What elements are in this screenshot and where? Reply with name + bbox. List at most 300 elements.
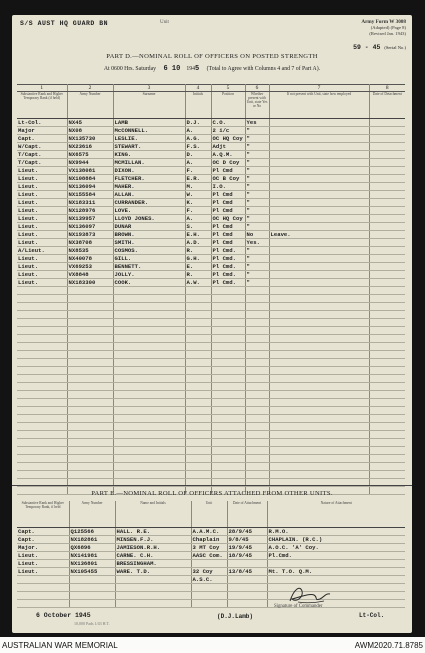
blank-cell — [369, 375, 405, 383]
blank-cell — [113, 399, 185, 407]
table-cell: Pl Cmd. — [211, 247, 245, 255]
table-cell — [369, 175, 405, 183]
blank-cell — [113, 423, 185, 431]
table-cell: OC B Coy — [211, 175, 245, 183]
table-cell: Lieut. — [17, 199, 67, 207]
blank-cell — [185, 455, 211, 463]
blank-cell — [185, 287, 211, 295]
table-cell: NX155584 — [67, 191, 113, 199]
blank-cell — [369, 311, 405, 319]
blank-cell — [269, 407, 369, 415]
table-cell: BROWN. — [113, 231, 185, 239]
table-cell: NX108884 — [67, 175, 113, 183]
blank-cell — [185, 447, 211, 455]
table-cell — [267, 560, 405, 568]
blank-cell — [269, 391, 369, 399]
table-cell: Lieut. — [17, 552, 69, 560]
table-cell: " — [245, 143, 269, 151]
part-d-column-number: 3 — [113, 85, 185, 92]
blank-cell — [185, 359, 211, 367]
blank-cell — [269, 287, 369, 295]
blank-cell — [113, 375, 185, 383]
table-cell: 9/8/45 — [227, 536, 267, 544]
blank-cell — [185, 399, 211, 407]
blank-cell — [269, 447, 369, 455]
blank-cell — [269, 375, 369, 383]
table-cell: T/Capt. — [17, 159, 67, 167]
part-d-title: PART D.—NOMINAL ROLL OF OFFICERS ON POSTED STRENGTH — [106, 53, 318, 60]
table-cell: CARNE. C.H. — [115, 552, 191, 560]
blank-cell — [67, 367, 113, 375]
blank-cell — [113, 455, 185, 463]
table-cell: Lieut. — [17, 239, 67, 247]
blank-cell — [269, 343, 369, 351]
table-cell: WARE. T.D. — [115, 568, 191, 576]
blank-cell — [369, 287, 405, 295]
table-row — [17, 528, 405, 536]
blank-cell — [211, 335, 245, 343]
table-cell: " — [245, 215, 269, 223]
blank-cell — [369, 303, 405, 311]
table-row — [17, 151, 405, 159]
blank-cell — [211, 287, 245, 295]
table-cell — [369, 127, 405, 135]
table-cell: A.D. — [185, 239, 211, 247]
blank-cell — [113, 415, 185, 423]
blank-cell — [67, 399, 113, 407]
table-cell: JAMIESON.R.H. — [115, 544, 191, 552]
blank-row — [17, 592, 405, 600]
blank-row — [17, 447, 405, 455]
table-cell — [269, 247, 369, 255]
table-cell — [369, 135, 405, 143]
blank-row — [17, 319, 405, 327]
table-row — [17, 536, 405, 544]
blank-cell — [69, 584, 115, 592]
blank-cell — [245, 463, 269, 471]
signer-name: (D.J.Lamb) — [217, 613, 254, 620]
table-cell: Lieut. — [17, 279, 67, 287]
table-cell: NX23616 — [67, 143, 113, 151]
part-e-column-header: Nature of Attachment — [267, 501, 405, 528]
table-row — [17, 560, 405, 568]
table-cell: Chaplain — [191, 536, 227, 544]
blank-cell — [17, 295, 67, 303]
blank-cell — [17, 431, 67, 439]
blank-row — [17, 399, 405, 407]
blank-cell — [17, 303, 67, 311]
table-cell: NX136094 — [67, 183, 113, 191]
table-row — [17, 279, 405, 287]
table-cell: KING. — [113, 151, 185, 159]
blank-cell — [211, 447, 245, 455]
part-e-column-header: Unit — [191, 501, 227, 528]
blank-cell — [369, 327, 405, 335]
blank-cell — [245, 351, 269, 359]
table-cell: Lieut. — [17, 255, 67, 263]
blank-cell — [113, 351, 185, 359]
table-cell: COSMOS. — [113, 247, 185, 255]
part-e-column-header: Army Number — [69, 501, 115, 528]
serial-value: 59 - 45 — [353, 44, 381, 51]
blank-cell — [211, 455, 245, 463]
blank-cell — [67, 303, 113, 311]
table-cell: Capt. — [17, 528, 69, 536]
table-cell: Lt-Col. — [17, 119, 67, 127]
blank-cell — [185, 375, 211, 383]
blank-cell — [369, 463, 405, 471]
table-cell: NX105455 — [69, 568, 115, 576]
table-cell: OC D Coy — [211, 159, 245, 167]
form-name: Army Form W 3008 — [361, 19, 406, 25]
blank-cell — [269, 415, 369, 423]
blank-row — [17, 431, 405, 439]
blank-cell — [211, 311, 245, 319]
blank-cell — [17, 415, 67, 423]
blank-cell — [113, 359, 185, 367]
part-d-year-prefix: 194 — [186, 66, 196, 72]
blank-cell — [211, 439, 245, 447]
table-cell — [269, 119, 369, 127]
table-cell: NX08 — [67, 127, 113, 135]
table-row — [17, 143, 405, 151]
blank-cell — [245, 391, 269, 399]
blank-cell — [245, 407, 269, 415]
blank-cell — [211, 399, 245, 407]
table-cell: FLETCHER. — [113, 175, 185, 183]
table-cell: Lieut. — [17, 231, 67, 239]
part-d-column-number-row — [17, 85, 405, 92]
table-cell — [369, 183, 405, 191]
table-cell: NX183311 — [67, 199, 113, 207]
table-cell — [269, 263, 369, 271]
blank-cell — [211, 303, 245, 311]
blank-cell — [245, 319, 269, 327]
part-d-column-number: 5 — [211, 85, 245, 92]
table-cell: R.M.O. — [267, 528, 405, 536]
table-cell: Mt. T.O. Q.M. — [267, 568, 405, 576]
table-cell: A.O.C. 'A' Coy. — [267, 544, 405, 552]
table-cell — [269, 175, 369, 183]
blank-cell — [185, 343, 211, 351]
blank-cell — [185, 423, 211, 431]
part-d-header-row — [17, 92, 405, 119]
blank-cell — [17, 455, 67, 463]
table-cell: 13/8/45 — [227, 568, 267, 576]
blank-cell — [245, 375, 269, 383]
blank-cell — [17, 319, 67, 327]
blank-cell — [227, 600, 267, 608]
blank-row — [17, 367, 405, 375]
blank-cell — [113, 439, 185, 447]
table-cell: NX9944 — [67, 159, 113, 167]
table-cell: Leave. — [269, 231, 369, 239]
part-d-column-header: Substantive Rank and Higher Temporary Rank (if held) — [17, 92, 67, 119]
part-e-title: PART E.—NOMINAL ROLL OF OFFICERS ATTACHED FROM OTHER UNITS. — [91, 490, 333, 497]
form-sheet — [12, 15, 412, 633]
table-cell: " — [245, 255, 269, 263]
table-cell: LLOYD JONES. — [113, 215, 185, 223]
table-cell — [369, 279, 405, 287]
signer-rank: Lt-Col. — [359, 612, 385, 619]
blank-row — [17, 295, 405, 303]
table-cell: NX6575 — [67, 151, 113, 159]
table-cell: SMITH. — [113, 239, 185, 247]
blank-cell — [211, 343, 245, 351]
table-cell: HALL. R.E. — [115, 528, 191, 536]
blank-cell — [67, 319, 113, 327]
table-cell: No — [245, 231, 269, 239]
blank-cell — [211, 295, 245, 303]
table-cell — [369, 191, 405, 199]
blank-cell — [17, 359, 67, 367]
blank-cell — [17, 447, 67, 455]
blank-cell — [17, 335, 67, 343]
blank-cell — [113, 335, 185, 343]
table-cell: JOLLY. — [113, 271, 185, 279]
table-cell: LAMB — [113, 119, 185, 127]
table-cell: " — [245, 127, 269, 135]
table-cell: Pl Cmd. — [211, 279, 245, 287]
table-cell — [369, 199, 405, 207]
blank-row — [17, 327, 405, 335]
table-cell: D.J. — [185, 119, 211, 127]
table-cell — [227, 560, 267, 568]
table-cell — [369, 271, 405, 279]
table-cell: 3 MT Coy — [191, 544, 227, 552]
blank-cell — [113, 327, 185, 335]
part-d-year: 5 — [195, 65, 200, 73]
blank-cell — [245, 383, 269, 391]
caption-left: AUSTRALIAN WAR MEMORIAL — [2, 641, 118, 650]
part-d-at-prefix: At 0600 Hrs. Saturday — [103, 66, 157, 72]
blank-cell — [67, 351, 113, 359]
table-cell: Yes — [245, 119, 269, 127]
blank-cell — [269, 303, 369, 311]
blank-cell — [185, 311, 211, 319]
blank-cell — [67, 431, 113, 439]
blank-cell — [185, 415, 211, 423]
blank-cell — [113, 471, 185, 479]
blank-cell — [211, 367, 245, 375]
blank-cell — [17, 399, 67, 407]
blank-cell — [113, 303, 185, 311]
table-cell: NX45 — [67, 119, 113, 127]
table-cell: VX69253 — [67, 263, 113, 271]
blank-cell — [67, 455, 113, 463]
table-cell — [269, 183, 369, 191]
table-cell: DIXON. — [113, 167, 185, 175]
blank-cell — [113, 391, 185, 399]
table-cell: G.H. — [185, 255, 211, 263]
blank-cell — [369, 383, 405, 391]
table-cell — [269, 167, 369, 175]
blank-cell — [191, 592, 227, 600]
footer-date: 6 October 1945 — [36, 612, 91, 619]
blank-cell — [211, 431, 245, 439]
part-d-column-header: Date of Detachment — [369, 92, 405, 119]
blank-cell — [185, 295, 211, 303]
blank-cell — [269, 471, 369, 479]
table-cell: C.O. — [211, 119, 245, 127]
blank-cell — [67, 415, 113, 423]
table-cell: COOK. — [113, 279, 185, 287]
part-e-column-header: Substantive Rank and Higher Temporary Rank, if held — [17, 501, 69, 528]
table-row — [17, 159, 405, 167]
blank-row — [17, 287, 405, 295]
blank-cell — [245, 359, 269, 367]
blank-cell — [17, 471, 67, 479]
blank-row — [17, 471, 405, 479]
table-row — [17, 544, 405, 552]
table-cell: Major. — [17, 544, 69, 552]
table-cell: NX8535 — [67, 247, 113, 255]
blank-cell — [69, 592, 115, 600]
blank-cell — [269, 359, 369, 367]
table-row — [17, 568, 405, 576]
blank-cell — [17, 351, 67, 359]
blank-cell — [369, 335, 405, 343]
printer-note: 10,000 Pads 1/43 H.T. — [74, 621, 110, 626]
table-cell: Lieut. — [17, 560, 69, 568]
table-cell: Lieut. — [17, 191, 67, 199]
table-cell: " — [245, 247, 269, 255]
table-cell: BENNETT. — [113, 263, 185, 271]
table-cell: K. — [185, 199, 211, 207]
table-cell: Pl Cmd — [211, 239, 245, 247]
serial-label: (Serial No.) — [384, 45, 406, 50]
blank-cell — [17, 391, 67, 399]
table-cell: " — [245, 207, 269, 215]
part-e-column-header: Name and Initials — [115, 501, 191, 528]
blank-cell — [17, 343, 67, 351]
blank-cell — [67, 439, 113, 447]
form-revised: (Revised Jan. 1943) — [369, 31, 406, 36]
blank-cell — [369, 415, 405, 423]
part-d-column-number: 1 — [17, 85, 67, 92]
table-cell: " — [245, 183, 269, 191]
table-cell: Pl Cmd — [211, 191, 245, 199]
blank-cell — [115, 584, 191, 592]
blank-cell — [369, 431, 405, 439]
unit-label: Unit — [160, 20, 169, 25]
blank-cell — [113, 343, 185, 351]
table-cell: CURRANDER. — [113, 199, 185, 207]
blank-cell — [17, 463, 67, 471]
table-cell: Pl Cmd. — [211, 263, 245, 271]
blank-cell — [369, 423, 405, 431]
blank-cell — [17, 407, 67, 415]
blank-cell — [269, 431, 369, 439]
blank-cell — [185, 383, 211, 391]
table-cell — [269, 207, 369, 215]
blank-cell — [269, 319, 369, 327]
blank-cell — [269, 367, 369, 375]
blank-cell — [17, 327, 67, 335]
blank-cell — [185, 463, 211, 471]
blank-row — [17, 343, 405, 351]
blank-cell — [67, 295, 113, 303]
blank-cell — [113, 287, 185, 295]
table-cell: A/Lieut. — [17, 247, 67, 255]
blank-cell — [369, 407, 405, 415]
blank-cell — [211, 423, 245, 431]
table-cell: " — [245, 271, 269, 279]
table-cell: E.R. — [185, 175, 211, 183]
part-d-column-number: 7 — [269, 85, 369, 92]
blank-cell — [113, 295, 185, 303]
blank-cell — [269, 335, 369, 343]
table-row — [17, 239, 405, 247]
table-cell — [269, 271, 369, 279]
table-cell: Yes. — [245, 239, 269, 247]
table-cell: NX135730 — [67, 135, 113, 143]
table-cell: MCMILLAN. — [113, 159, 185, 167]
table-cell: " — [245, 223, 269, 231]
blank-cell — [211, 383, 245, 391]
table-cell: Pl Cmd — [211, 167, 245, 175]
table-cell — [269, 279, 369, 287]
blank-cell — [269, 463, 369, 471]
blank-cell — [245, 415, 269, 423]
blank-cell — [227, 592, 267, 600]
table-row — [17, 199, 405, 207]
table-row — [17, 263, 405, 271]
table-cell: Lieut. — [17, 175, 67, 183]
table-cell: NX141981 — [69, 552, 115, 560]
table-cell: F. — [185, 207, 211, 215]
blank-cell — [211, 391, 245, 399]
blank-row — [17, 407, 405, 415]
blank-cell — [269, 295, 369, 303]
blank-cell — [113, 431, 185, 439]
table-cell: BRESSINGHAM. — [115, 560, 191, 568]
table-cell: Lieut. — [17, 568, 69, 576]
table-cell: M. — [185, 183, 211, 191]
blank-cell — [245, 335, 269, 343]
blank-cell — [369, 359, 405, 367]
table-cell: E.H. — [185, 231, 211, 239]
table-cell: 18/9/45 — [227, 552, 267, 560]
table-cell: Lieut. — [17, 183, 67, 191]
blank-cell — [113, 463, 185, 471]
form-reference — [361, 19, 406, 37]
table-cell: VX138081 — [67, 167, 113, 175]
table-cell: " — [245, 151, 269, 159]
blank-cell — [245, 295, 269, 303]
table-cell: QX6896 — [69, 544, 115, 552]
table-cell: NX136097 — [67, 223, 113, 231]
blank-cell — [269, 383, 369, 391]
officers-attached-table — [17, 501, 405, 608]
blank-cell — [115, 600, 191, 608]
serial-number — [353, 44, 406, 51]
blank-cell — [269, 351, 369, 359]
table-cell: Major — [17, 127, 67, 135]
table-cell: Q125566 — [69, 528, 115, 536]
blank-cell — [17, 584, 69, 592]
table-row — [17, 231, 405, 239]
table-cell — [369, 215, 405, 223]
table-cell: Pl Cmd. — [211, 255, 245, 263]
blank-cell — [211, 359, 245, 367]
table-cell: Pl Cmd — [211, 199, 245, 207]
part-d-column-header: Army Number — [67, 92, 113, 119]
blank-cell — [67, 407, 113, 415]
table-cell: " — [245, 263, 269, 271]
table-cell: D. — [185, 151, 211, 159]
blank-cell — [113, 319, 185, 327]
